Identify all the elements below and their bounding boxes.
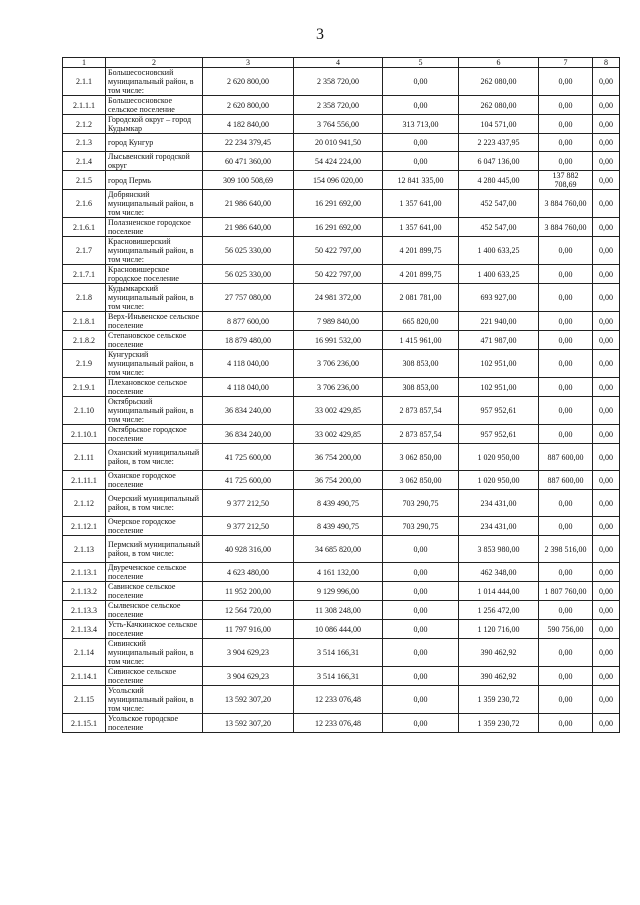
value-col-7: 0,00 — [539, 639, 593, 667]
row-name: Октябрьское городское поселение — [106, 425, 203, 444]
table-row — [63, 312, 620, 331]
value-col-7: 0,00 — [539, 490, 593, 517]
row-name: Красновишерское городское поселение — [106, 265, 203, 284]
table-body — [63, 68, 620, 733]
table-row — [63, 582, 620, 601]
value-col-7: 0,00 — [539, 714, 593, 733]
row-name: город Пермь — [106, 171, 203, 190]
row-name: Кунгурский муниципальный район, в том числе: — [106, 350, 203, 378]
table-row — [63, 686, 620, 714]
value-col-3: 41 725 600,00 — [203, 444, 294, 471]
value-col-3: 40 928 316,00 — [203, 536, 294, 563]
value-col-4: 3 514 166,31 — [294, 639, 383, 667]
value-col-5: 2 873 857,54 — [383, 425, 459, 444]
row-code: 2.1.15 — [63, 686, 106, 714]
value-col-8: 0,00 — [593, 96, 620, 115]
row-code: 2.1.3 — [63, 134, 106, 152]
value-col-6: 1 014 444,00 — [459, 582, 539, 601]
row-name: Большесосновское сельское поселение — [106, 96, 203, 115]
value-col-5: 2 081 781,00 — [383, 284, 459, 312]
value-col-3: 13 592 307,20 — [203, 714, 294, 733]
table-row — [63, 350, 620, 378]
row-code: 2.1.9 — [63, 350, 106, 378]
value-col-6: 452 547,00 — [459, 218, 539, 237]
value-col-4: 3 706 236,00 — [294, 350, 383, 378]
value-col-6: 471 987,00 — [459, 331, 539, 350]
value-col-6: 1 359 230,72 — [459, 714, 539, 733]
value-col-7: 0,00 — [539, 284, 593, 312]
value-col-4: 33 002 429,85 — [294, 397, 383, 425]
table-row — [63, 218, 620, 237]
value-col-5: 4 201 899,75 — [383, 237, 459, 265]
value-col-3: 309 100 508,69 — [203, 171, 294, 190]
table-row — [63, 490, 620, 517]
table-row — [63, 134, 620, 152]
row-code: 2.1.5 — [63, 171, 106, 190]
value-col-8: 0,00 — [593, 115, 620, 134]
value-col-6: 6 047 136,00 — [459, 152, 539, 171]
value-col-3: 12 564 720,00 — [203, 601, 294, 620]
value-col-8: 0,00 — [593, 350, 620, 378]
value-col-5: 1 357 641,00 — [383, 190, 459, 218]
value-col-7: 3 884 760,00 — [539, 190, 593, 218]
value-col-7: 0,00 — [539, 517, 593, 536]
column-header: 4 — [294, 58, 383, 68]
table-row — [63, 444, 620, 471]
value-col-8: 0,00 — [593, 714, 620, 733]
row-code: 2.1.15.1 — [63, 714, 106, 733]
value-col-8: 0,00 — [593, 312, 620, 331]
value-col-8: 0,00 — [593, 582, 620, 601]
row-code: 2.1.7 — [63, 237, 106, 265]
value-col-3: 4 182 840,00 — [203, 115, 294, 134]
row-code: 2.1.2 — [63, 115, 106, 134]
value-col-8: 0,00 — [593, 331, 620, 350]
value-col-5: 0,00 — [383, 134, 459, 152]
column-header: 5 — [383, 58, 459, 68]
table-row — [63, 620, 620, 639]
value-col-8: 0,00 — [593, 686, 620, 714]
value-col-3: 36 834 240,00 — [203, 397, 294, 425]
row-code: 2.1.11 — [63, 444, 106, 471]
value-col-4: 154 096 020,00 — [294, 171, 383, 190]
value-col-8: 0,00 — [593, 471, 620, 490]
row-name: Плехановское сельское поселение — [106, 378, 203, 397]
value-col-5: 703 290,75 — [383, 517, 459, 536]
value-col-6: 234 431,00 — [459, 517, 539, 536]
value-col-6: 262 080,00 — [459, 96, 539, 115]
row-code: 2.1.13.1 — [63, 563, 106, 582]
value-col-5: 4 201 899,75 — [383, 265, 459, 284]
table-row — [63, 517, 620, 536]
value-col-4: 20 010 941,50 — [294, 134, 383, 152]
value-col-5: 0,00 — [383, 601, 459, 620]
value-col-6: 1 400 633,25 — [459, 265, 539, 284]
value-col-8: 0,00 — [593, 667, 620, 686]
value-col-5: 0,00 — [383, 714, 459, 733]
row-name: Кудымкарский муниципальный район, в том числе: — [106, 284, 203, 312]
value-col-7: 137 882 708,69 — [539, 171, 593, 190]
value-col-3: 21 986 640,00 — [203, 190, 294, 218]
value-col-4: 34 685 820,00 — [294, 536, 383, 563]
column-header: 6 — [459, 58, 539, 68]
value-col-7: 0,00 — [539, 265, 593, 284]
value-col-3: 2 620 800,00 — [203, 96, 294, 115]
value-col-5: 308 853,00 — [383, 378, 459, 397]
table-row — [63, 115, 620, 134]
table-row — [63, 471, 620, 490]
row-code: 2.1.1 — [63, 68, 106, 96]
value-col-6: 693 927,00 — [459, 284, 539, 312]
row-name: город Кунгур — [106, 134, 203, 152]
value-col-4: 24 981 372,00 — [294, 284, 383, 312]
value-col-3: 4 118 040,00 — [203, 350, 294, 378]
row-name: Степановское сельское поселение — [106, 331, 203, 350]
page-number: 3 — [316, 26, 324, 43]
value-col-8: 0,00 — [593, 639, 620, 667]
value-col-5: 0,00 — [383, 536, 459, 563]
value-col-6: 1 256 472,00 — [459, 601, 539, 620]
value-col-8: 0,00 — [593, 152, 620, 171]
value-col-7: 0,00 — [539, 350, 593, 378]
value-col-3: 9 377 212,50 — [203, 517, 294, 536]
value-col-5: 12 841 335,00 — [383, 171, 459, 190]
value-col-4: 8 439 490,75 — [294, 490, 383, 517]
value-col-7: 0,00 — [539, 563, 593, 582]
value-col-8: 0,00 — [593, 536, 620, 563]
row-name: Савинское сельское поселение — [106, 582, 203, 601]
value-col-5: 0,00 — [383, 96, 459, 115]
value-col-8: 0,00 — [593, 563, 620, 582]
row-code: 2.1.13.2 — [63, 582, 106, 601]
value-col-4: 33 002 429,85 — [294, 425, 383, 444]
value-col-6: 1 400 633,25 — [459, 237, 539, 265]
value-col-5: 0,00 — [383, 152, 459, 171]
table-row — [63, 171, 620, 190]
value-col-7: 0,00 — [539, 312, 593, 331]
value-col-4: 8 439 490,75 — [294, 517, 383, 536]
value-col-3: 21 986 640,00 — [203, 218, 294, 237]
value-col-5: 1 415 961,00 — [383, 331, 459, 350]
value-col-5: 3 062 850,00 — [383, 471, 459, 490]
value-col-8: 0,00 — [593, 284, 620, 312]
value-col-6: 3 853 980,00 — [459, 536, 539, 563]
value-col-6: 102 951,00 — [459, 378, 539, 397]
value-col-5: 3 062 850,00 — [383, 444, 459, 471]
value-col-6: 221 940,00 — [459, 312, 539, 331]
table-row — [63, 378, 620, 397]
value-col-5: 0,00 — [383, 639, 459, 667]
value-col-6: 102 951,00 — [459, 350, 539, 378]
value-col-3: 9 377 212,50 — [203, 490, 294, 517]
value-col-8: 0,00 — [593, 490, 620, 517]
table-row — [63, 667, 620, 686]
row-code: 2.1.12 — [63, 490, 106, 517]
value-col-7: 0,00 — [539, 378, 593, 397]
value-col-3: 27 757 080,00 — [203, 284, 294, 312]
value-col-5: 0,00 — [383, 667, 459, 686]
value-col-3: 13 592 307,20 — [203, 686, 294, 714]
value-col-3: 2 620 800,00 — [203, 68, 294, 96]
table-row — [63, 714, 620, 733]
value-col-6: 957 952,61 — [459, 397, 539, 425]
value-col-8: 0,00 — [593, 68, 620, 96]
value-col-4: 3 764 556,00 — [294, 115, 383, 134]
value-col-4: 2 358 720,00 — [294, 68, 383, 96]
row-code: 2.1.13 — [63, 536, 106, 563]
row-name: Двуреченское сельское поселение — [106, 563, 203, 582]
value-col-5: 0,00 — [383, 563, 459, 582]
row-name: Сылвенское сельское поселение — [106, 601, 203, 620]
value-col-4: 10 086 444,00 — [294, 620, 383, 639]
value-col-3: 36 834 240,00 — [203, 425, 294, 444]
value-col-8: 0,00 — [593, 237, 620, 265]
value-col-4: 3 514 166,31 — [294, 667, 383, 686]
value-col-7: 0,00 — [539, 152, 593, 171]
row-code: 2.1.7.1 — [63, 265, 106, 284]
value-col-3: 8 877 600,00 — [203, 312, 294, 331]
value-col-7: 0,00 — [539, 397, 593, 425]
value-col-7: 0,00 — [539, 331, 593, 350]
column-header: 3 — [203, 58, 294, 68]
value-col-7: 0,00 — [539, 601, 593, 620]
row-name: Очерский муниципальный район, в том числе: — [106, 490, 203, 517]
column-header: 8 — [593, 58, 620, 68]
table-row — [63, 190, 620, 218]
row-name: Усть-Качкинское сельское поселение — [106, 620, 203, 639]
value-col-4: 12 233 076,48 — [294, 686, 383, 714]
budget-table — [62, 57, 620, 733]
value-col-6: 390 462,92 — [459, 639, 539, 667]
table-header-row — [63, 58, 620, 68]
table-row — [63, 536, 620, 563]
row-name: Верх-Иньвенское сельское поселение — [106, 312, 203, 331]
value-col-3: 41 725 600,00 — [203, 471, 294, 490]
value-col-4: 9 129 996,00 — [294, 582, 383, 601]
column-header: 7 — [539, 58, 593, 68]
row-name: Оханский муниципальный район, в том числе: — [106, 444, 203, 471]
value-col-7: 3 884 760,00 — [539, 218, 593, 237]
value-col-8: 0,00 — [593, 601, 620, 620]
value-col-4: 11 308 248,00 — [294, 601, 383, 620]
value-col-8: 0,00 — [593, 265, 620, 284]
value-col-3: 22 234 379,45 — [203, 134, 294, 152]
value-col-4: 12 233 076,48 — [294, 714, 383, 733]
value-col-4: 3 706 236,00 — [294, 378, 383, 397]
value-col-7: 0,00 — [539, 425, 593, 444]
row-name: Красновишерский муниципальный район, в том числе: — [106, 237, 203, 265]
row-code: 2.1.1.1 — [63, 96, 106, 115]
value-col-4: 54 424 224,00 — [294, 152, 383, 171]
row-name: Усольское городское поселение — [106, 714, 203, 733]
value-col-7: 590 756,00 — [539, 620, 593, 639]
column-header: 1 — [63, 58, 106, 68]
table-row — [63, 96, 620, 115]
value-col-5: 313 713,00 — [383, 115, 459, 134]
row-name: Полазненское городское поселение — [106, 218, 203, 237]
value-col-5: 2 873 857,54 — [383, 397, 459, 425]
table-row — [63, 331, 620, 350]
row-code: 2.1.12.1 — [63, 517, 106, 536]
table-row — [63, 265, 620, 284]
row-code: 2.1.6.1 — [63, 218, 106, 237]
value-col-6: 1 120 716,00 — [459, 620, 539, 639]
row-name: Октябрьский муниципальный район, в том числе: — [106, 397, 203, 425]
value-col-5: 665 820,00 — [383, 312, 459, 331]
row-code: 2.1.10 — [63, 397, 106, 425]
row-name: Городской округ – город Кудымкар — [106, 115, 203, 134]
value-col-6: 462 348,00 — [459, 563, 539, 582]
value-col-7: 0,00 — [539, 115, 593, 134]
table-row — [63, 563, 620, 582]
value-col-6: 262 080,00 — [459, 68, 539, 96]
table-row — [63, 68, 620, 96]
row-name: Добрянский муниципальный район, в том числе: — [106, 190, 203, 218]
value-col-3: 3 904 629,23 — [203, 667, 294, 686]
value-col-6: 452 547,00 — [459, 190, 539, 218]
value-col-3: 4 623 480,00 — [203, 563, 294, 582]
row-code: 2.1.13.3 — [63, 601, 106, 620]
value-col-8: 0,00 — [593, 620, 620, 639]
value-col-3: 11 952 200,00 — [203, 582, 294, 601]
value-col-7: 0,00 — [539, 134, 593, 152]
value-col-6: 1 020 950,00 — [459, 471, 539, 490]
value-col-5: 703 290,75 — [383, 490, 459, 517]
value-col-6: 104 571,00 — [459, 115, 539, 134]
value-col-4: 7 989 840,00 — [294, 312, 383, 331]
value-col-8: 0,00 — [593, 517, 620, 536]
row-name: Оханское городское поселение — [106, 471, 203, 490]
value-col-7: 0,00 — [539, 96, 593, 115]
row-name: Очерское городское поселение — [106, 517, 203, 536]
row-name: Большесосновский муниципальный район, в том числе: — [106, 68, 203, 96]
table-row — [63, 237, 620, 265]
value-col-8: 0,00 — [593, 397, 620, 425]
value-col-3: 60 471 360,00 — [203, 152, 294, 171]
row-code: 2.1.8 — [63, 284, 106, 312]
value-col-3: 11 797 916,00 — [203, 620, 294, 639]
row-code: 2.1.11.1 — [63, 471, 106, 490]
column-header: 2 — [106, 58, 203, 68]
table-row — [63, 425, 620, 444]
row-code: 2.1.13.4 — [63, 620, 106, 639]
value-col-5: 0,00 — [383, 582, 459, 601]
value-col-8: 0,00 — [593, 134, 620, 152]
value-col-4: 2 358 720,00 — [294, 96, 383, 115]
value-col-6: 4 280 445,00 — [459, 171, 539, 190]
value-col-3: 18 879 480,00 — [203, 331, 294, 350]
value-col-6: 1 020 950,00 — [459, 444, 539, 471]
table-row — [63, 639, 620, 667]
row-code: 2.1.14.1 — [63, 667, 106, 686]
value-col-5: 308 853,00 — [383, 350, 459, 378]
value-col-8: 0,00 — [593, 425, 620, 444]
value-col-7: 1 807 760,00 — [539, 582, 593, 601]
row-code: 2.1.14 — [63, 639, 106, 667]
row-name: Усольский муниципальный район, в том числе: — [106, 686, 203, 714]
row-code: 2.1.8.1 — [63, 312, 106, 331]
value-col-3: 56 025 330,00 — [203, 237, 294, 265]
value-col-6: 234 431,00 — [459, 490, 539, 517]
row-name: Лысьвенский городской округ — [106, 152, 203, 171]
value-col-5: 0,00 — [383, 68, 459, 96]
value-col-4: 36 754 200,00 — [294, 471, 383, 490]
value-col-4: 16 291 692,00 — [294, 190, 383, 218]
value-col-7: 2 398 516,00 — [539, 536, 593, 563]
value-col-5: 0,00 — [383, 686, 459, 714]
value-col-7: 0,00 — [539, 686, 593, 714]
value-col-3: 3 904 629,23 — [203, 639, 294, 667]
value-col-7: 0,00 — [539, 667, 593, 686]
value-col-6: 957 952,61 — [459, 425, 539, 444]
value-col-8: 0,00 — [593, 190, 620, 218]
value-col-4: 36 754 200,00 — [294, 444, 383, 471]
value-col-6: 390 462,92 — [459, 667, 539, 686]
row-name: Пермский муниципальный район, в том числе: — [106, 536, 203, 563]
value-col-6: 2 223 437,95 — [459, 134, 539, 152]
row-code: 2.1.10.1 — [63, 425, 106, 444]
table-row — [63, 284, 620, 312]
value-col-5: 0,00 — [383, 620, 459, 639]
value-col-7: 0,00 — [539, 237, 593, 265]
value-col-6: 1 359 230,72 — [459, 686, 539, 714]
row-code: 2.1.6 — [63, 190, 106, 218]
value-col-8: 0,00 — [593, 171, 620, 190]
value-col-4: 16 291 692,00 — [294, 218, 383, 237]
value-col-4: 50 422 797,00 — [294, 265, 383, 284]
value-col-7: 887 600,00 — [539, 444, 593, 471]
value-col-7: 887 600,00 — [539, 471, 593, 490]
table-row — [63, 397, 620, 425]
row-code: 2.1.9.1 — [63, 378, 106, 397]
table-row — [63, 601, 620, 620]
value-col-8: 0,00 — [593, 444, 620, 471]
row-name: Сивинское сельское поселение — [106, 667, 203, 686]
value-col-8: 0,00 — [593, 378, 620, 397]
value-col-4: 50 422 797,00 — [294, 237, 383, 265]
row-code: 2.1.4 — [63, 152, 106, 171]
value-col-4: 4 161 132,00 — [294, 563, 383, 582]
value-col-7: 0,00 — [539, 68, 593, 96]
value-col-3: 4 118 040,00 — [203, 378, 294, 397]
value-col-4: 16 991 532,00 — [294, 331, 383, 350]
value-col-3: 56 025 330,00 — [203, 265, 294, 284]
value-col-5: 1 357 641,00 — [383, 218, 459, 237]
row-name: Сивинский муниципальный район, в том числе: — [106, 639, 203, 667]
value-col-8: 0,00 — [593, 218, 620, 237]
row-code: 2.1.8.2 — [63, 331, 106, 350]
table-row — [63, 152, 620, 171]
